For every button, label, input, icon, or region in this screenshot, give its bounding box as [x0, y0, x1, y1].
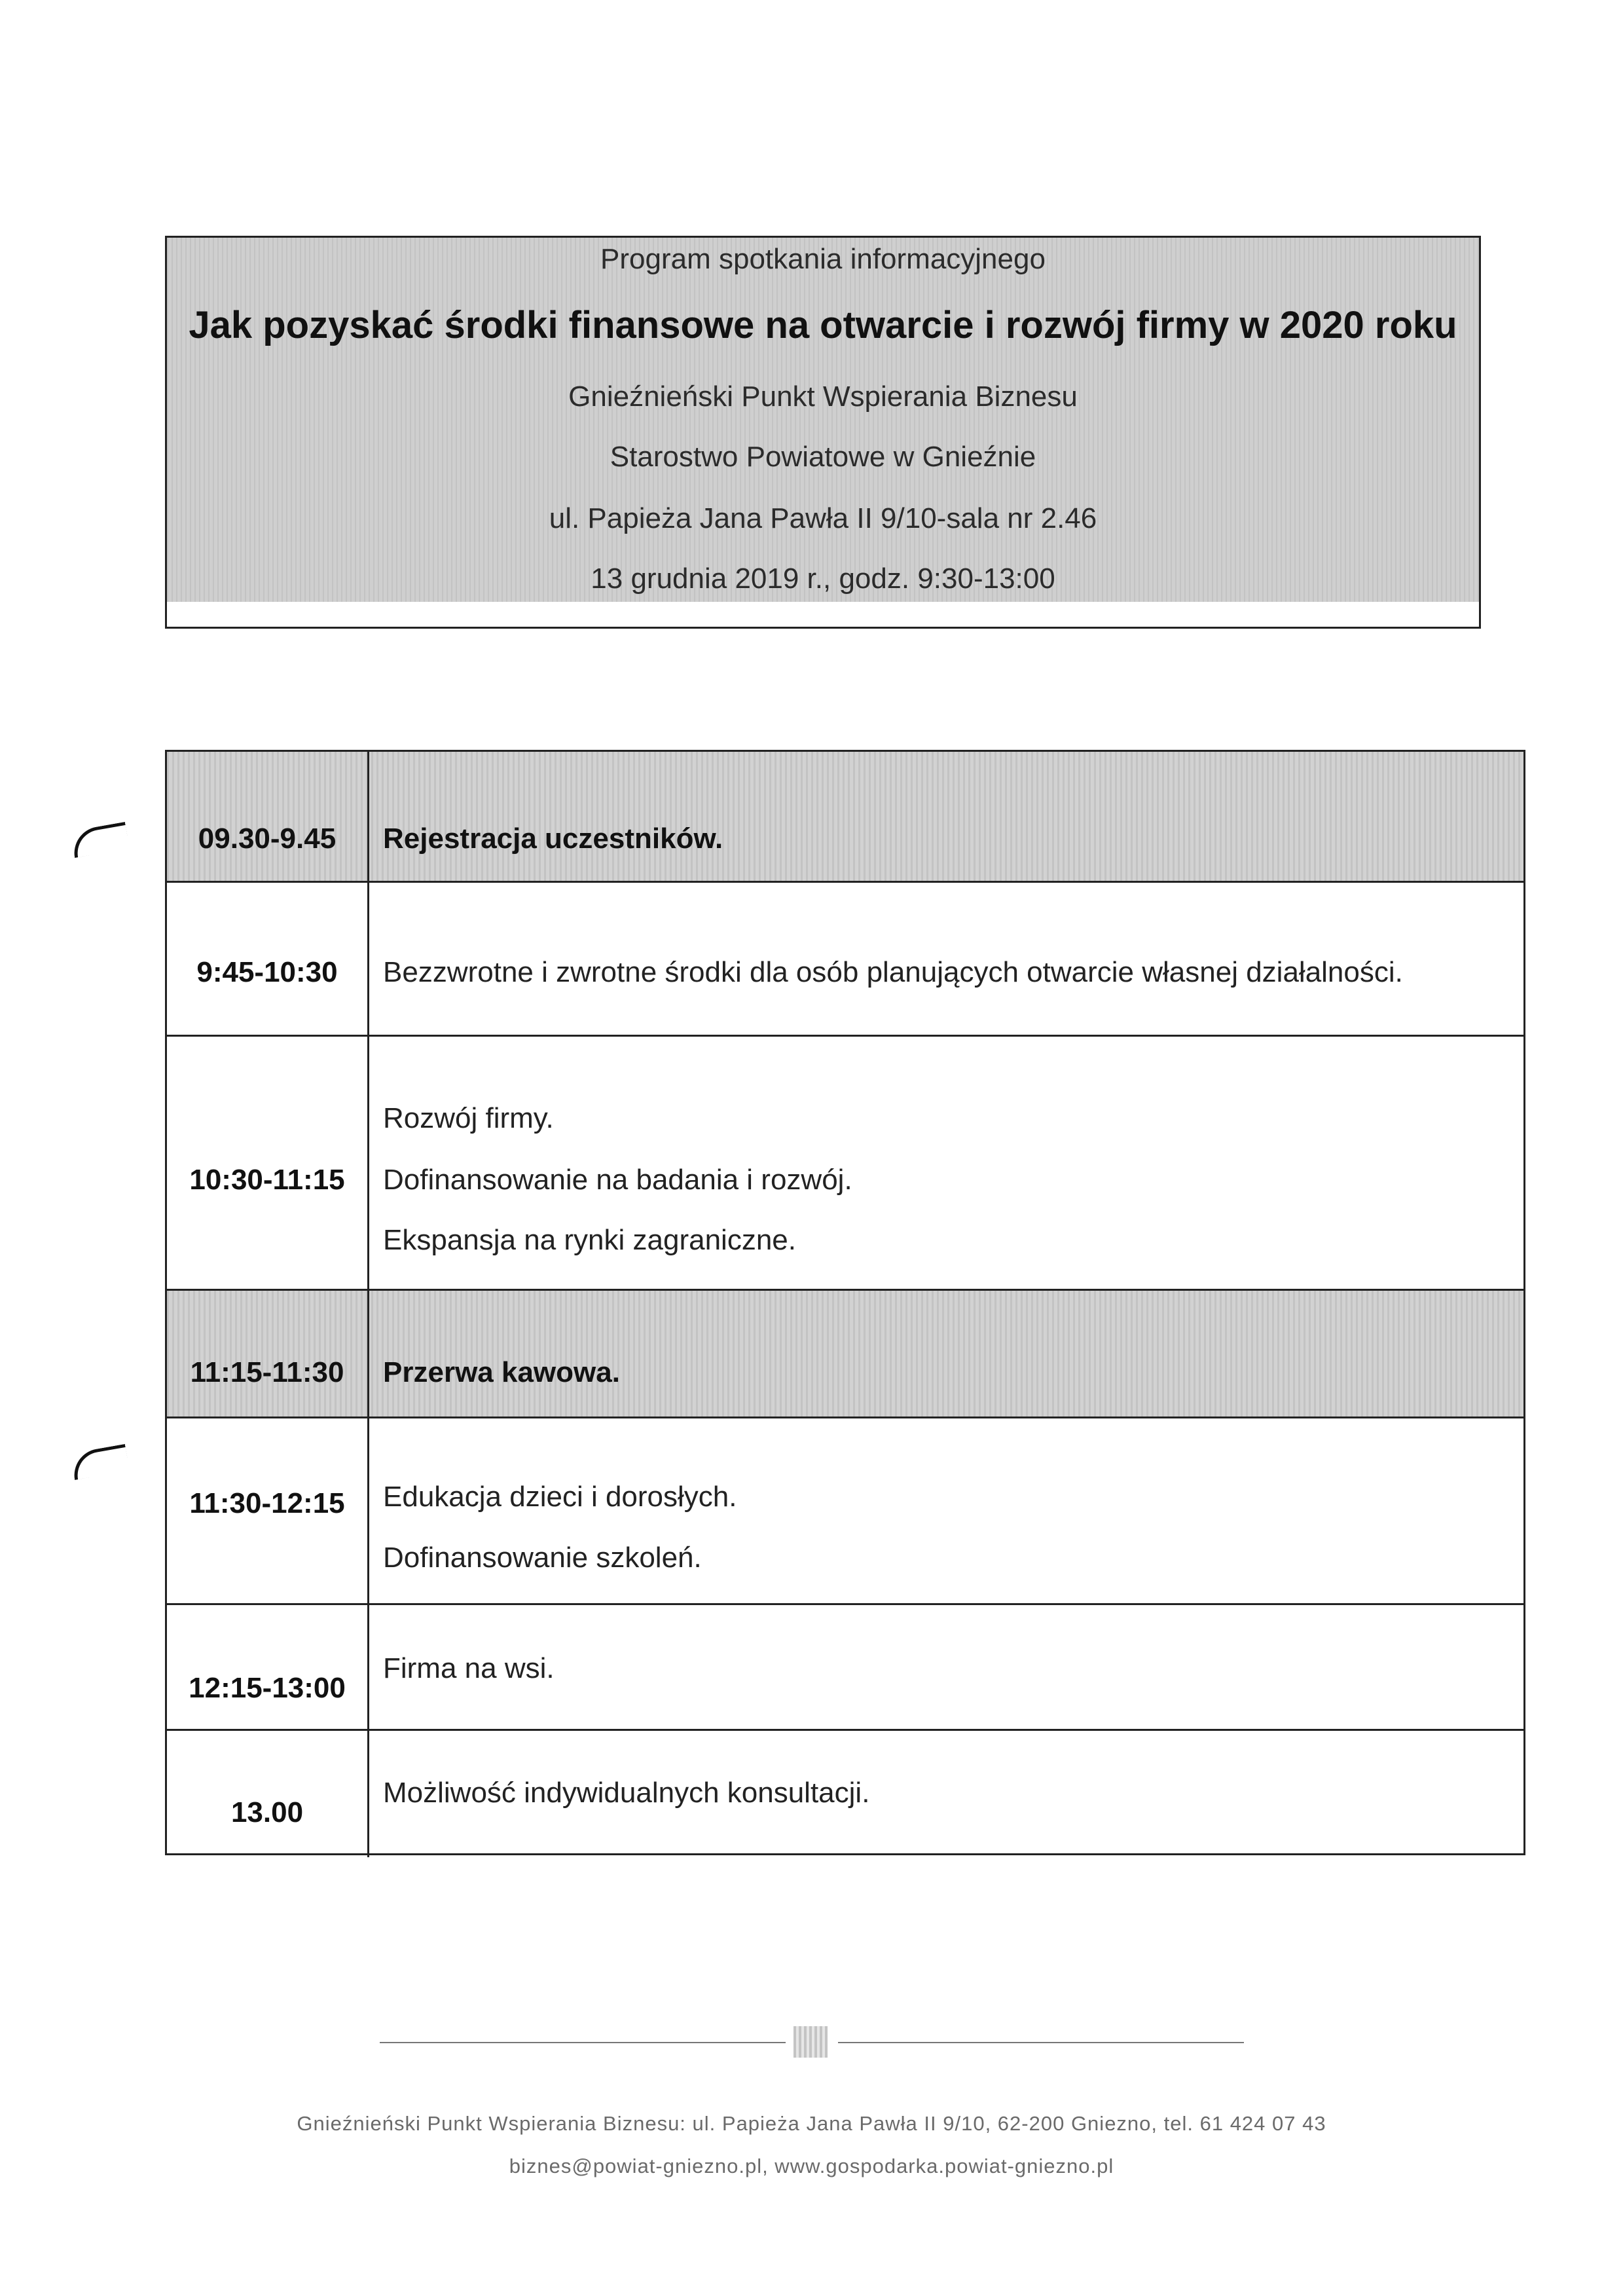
agenda-row — [167, 1605, 1523, 1731]
agenda-row — [167, 1418, 1523, 1605]
event-date: 13 grudnia 2019 r., godz. 9:30-13:00 — [591, 563, 1055, 595]
agenda-description: Rejestracja uczestników. — [383, 823, 723, 855]
agenda-row — [167, 1037, 1523, 1291]
header-box — [165, 236, 1481, 629]
footer-contact-web: biznes@powiat-gniezno.pl, www.gospodarka.powiat-gniezno.pl — [509, 2155, 1114, 2177]
agenda-row — [167, 883, 1523, 1037]
footer-rule-left — [380, 2042, 786, 2043]
agenda-description: Przerwa kawowa. — [383, 1356, 620, 1388]
agenda-description: Możliwość indywidualnych konsultacji. — [383, 1777, 870, 1809]
column-divider — [367, 1731, 369, 1857]
punch-hole-mark-top — [70, 822, 130, 858]
agenda-time: 12:15-13:00 — [189, 1672, 346, 1704]
column-divider — [367, 1037, 369, 1289]
agenda-time: 9:45-10:30 — [196, 956, 338, 988]
agenda-time: 11:15-11:30 — [190, 1356, 344, 1388]
agenda-time: 10:30-11:15 — [189, 1164, 345, 1196]
agenda-description: Bezzwrotne i zwrotne środki dla osób planujących otwarcie własnej działalności. — [383, 956, 1403, 988]
agenda-description-line: Dofinansowanie szkoleń. — [383, 1542, 702, 1574]
agenda-description-line: Ekspansja na rynki zagraniczne. — [383, 1224, 796, 1256]
agenda-row — [167, 752, 1523, 883]
agenda-row — [167, 1291, 1523, 1418]
agenda-description-line: Dofinansowanie na badania i rozwój. — [383, 1164, 852, 1196]
agenda-description: Firma na wsi. — [383, 1652, 555, 1684]
organizer-name: Gnieźnieński Punkt Wspierania Biznesu — [568, 380, 1078, 413]
column-divider — [367, 752, 369, 881]
footer-contact-address: Gnieźnieński Punkt Wspierania Biznesu: ul. Papieża Jana Pawła II 9/10, 62-200 Gniezno, tel. 61 424 07 43 — [297, 2112, 1326, 2135]
column-divider — [367, 1291, 369, 1416]
footer-logo — [793, 2026, 828, 2058]
agenda-row — [167, 1731, 1523, 1857]
header-bottom-strip — [167, 602, 1479, 627]
column-divider — [367, 1418, 369, 1603]
agenda-description-line: Edukacja dzieci i dorosłych. — [383, 1481, 737, 1513]
program-intro: Program spotkania informacyjnego — [600, 243, 1046, 275]
column-divider — [367, 1605, 369, 1729]
punch-hole-mark-bottom — [70, 1444, 130, 1480]
column-divider — [367, 883, 369, 1035]
footer-rule-right — [838, 2042, 1244, 2043]
agenda-table — [165, 750, 1525, 1855]
agenda-time: 11:30-12:15 — [189, 1487, 345, 1519]
venue-address: ul. Papieża Jana Pawła II 9/10-sala nr 2.46 — [549, 502, 1097, 534]
office-name: Starostwo Powiatowe w Gnieźnie — [610, 441, 1036, 473]
agenda-description-line: Rozwój firmy. — [383, 1102, 554, 1134]
agenda-time: 09.30-9.45 — [198, 823, 337, 855]
header-shaded-area — [167, 238, 1479, 604]
agenda-time: 13.00 — [230, 1796, 304, 1828]
page-title: Jak pozyskać środki finansowe na otwarcie i rozwój firmy w 2020 roku — [189, 304, 1457, 346]
